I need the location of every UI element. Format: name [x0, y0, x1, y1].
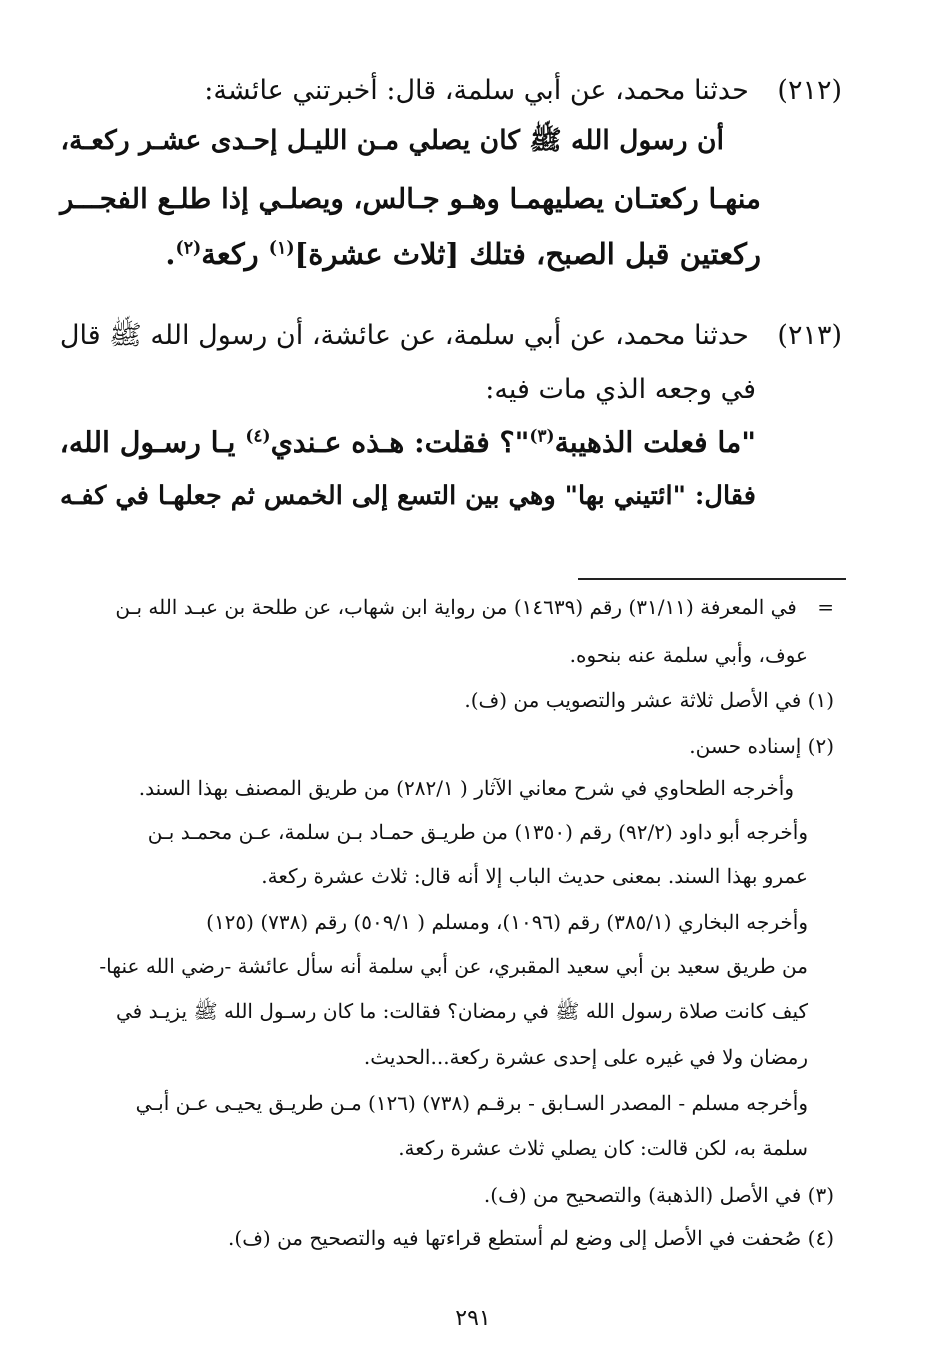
footnote-2-line-9: سلمة به، لكن قالت: كان يصلي ثلاث عشرة ركعة. [398, 1136, 808, 1160]
hadith-213-text-b: "؟ فقلت: هـذه عـندي [270, 425, 530, 459]
hadith-213-text-line-2: فقال: "ائتيني بها" وهي بين التسع إلى الخمس ثم جعلهـا في كفـه [60, 481, 756, 511]
footnote-3: (٣) في الأصل (الذهبة) والتصحيح من (ف). [483, 1183, 834, 1207]
hadith-213-isnad-line-1 [60, 322, 842, 349]
page-number: ٢٩١ [455, 1306, 491, 1331]
hadith-212-isnad: حدثنا محمد، عن أبي سلمة، قال: أخبرتني عائشة: [204, 75, 749, 106]
footnote-2-title: (٢) إسناده حسن. [689, 734, 834, 758]
footnote-ref-4: (٤) [245, 426, 271, 447]
footnote-2-line-5: من طريق سعيد بن أبي سعيد المقبري، عن أبي سلمة أنه سأل عائشة -رضي الله عنها- [99, 954, 808, 978]
footnote-2-line-2: وأخرجه أبو داود (٩٢/٢) رقم (١٣٥٠) من طريـق حمـاد بـن سلمة، عـن محمـد بـن [147, 820, 808, 844]
footnote-continued-line-2: عوف، وأبي سلمة عنه بنحوه. [569, 643, 808, 667]
footnote-continued-text-1: في المعرفة (٣١/١١) رقم (١٤٦٣٩) من رواية ابن شهاب، عن طلحة بن عبـد الله بـن [115, 595, 797, 619]
hadith-212-text-line-1: أن رسول الله ﷺ كان يصلي مـن الليـل إحـدى عشـر ركعـة، [60, 125, 724, 156]
footnote-1: (١) في الأصل ثلاثة عشر والتصويب من (ف). [464, 688, 834, 712]
footnote-2-line-8: وأخرجه مسلم - المصدر السـابق - برقـم (٧٣٨) (١٢٦) مـن طريـق يحيـى عـن أبـي [135, 1091, 808, 1115]
hadith-213-number: (٢١٣) [777, 320, 842, 351]
footnote-2-line-6: كيف كانت صلاة رسول الله ﷺ في رمضان؟ فقالت: ما كان رسـول الله ﷺ يزيـد في [115, 999, 808, 1023]
hadith-212-number: (٢١٢) [777, 75, 842, 106]
footnote-2-line-1: وأخرجه الطحاوي في شرح معاني الآثار ( ٢٨٢/١) من طريق المصنف بهذا السند. [138, 776, 794, 800]
footnote-separator [578, 578, 846, 580]
footnote-continued-line-1 [115, 597, 834, 617]
hadith-213-text-line-1 [59, 425, 756, 459]
footnote-ref-2: (٢) [175, 238, 202, 259]
footnote-ref-1: (١) [268, 238, 295, 259]
hadith-212-text-b: ركعة [201, 237, 269, 271]
hadith-212-text-c: . [165, 237, 176, 271]
continued-marker: = [817, 595, 834, 619]
footnote-ref-3: (٣) [529, 426, 555, 447]
hadith-213-text-a: "ما فعلت الذهيبة [554, 425, 756, 459]
hadith-213-text-c: يـا رسـول الله، [59, 425, 246, 459]
footnote-2-line-7: رمضان ولا في غيره على إحدى عشرة ركعة...الحديث. [363, 1045, 808, 1069]
footnote-2-line-3: عمرو بهذا السند. بمعنى حديث الباب إلا أنه قال: ثلاث عشرة ركعة. [261, 864, 808, 888]
hadith-212-text-line-2: منهـا ركعتـان يصليهمـا وهـو جـالس، ويصلـي إذا طلـع الفجـــر [60, 182, 761, 215]
footnote-4: (٤) صُحفت في الأصل إلى وضع لم أستطع قراءتها فيه والتصحيح من (ف). [228, 1226, 834, 1250]
footnote-2-line-4: وأخرجه البخاري (٣٨٥/١) رقم (١٠٩٦)، ومسلم ( ٥٠٩/١) رقم (٧٣٨) (١٢٥) [206, 910, 808, 934]
hadith-212-text-line-3 [165, 237, 761, 271]
hadith-213-isnad-line-2: في وجعه الذي مات فيه: [485, 374, 756, 405]
hadith-212-text-a: ركعتين قبل الصبح، فتلك [ثلاث عشرة] [294, 237, 761, 271]
hadith-213-isnad: حدثنا محمد، عن أبي سلمة، عن عائشة، أن رسول الله ﷺ قال [59, 320, 749, 351]
hadith-212-isnad-line [204, 77, 842, 104]
